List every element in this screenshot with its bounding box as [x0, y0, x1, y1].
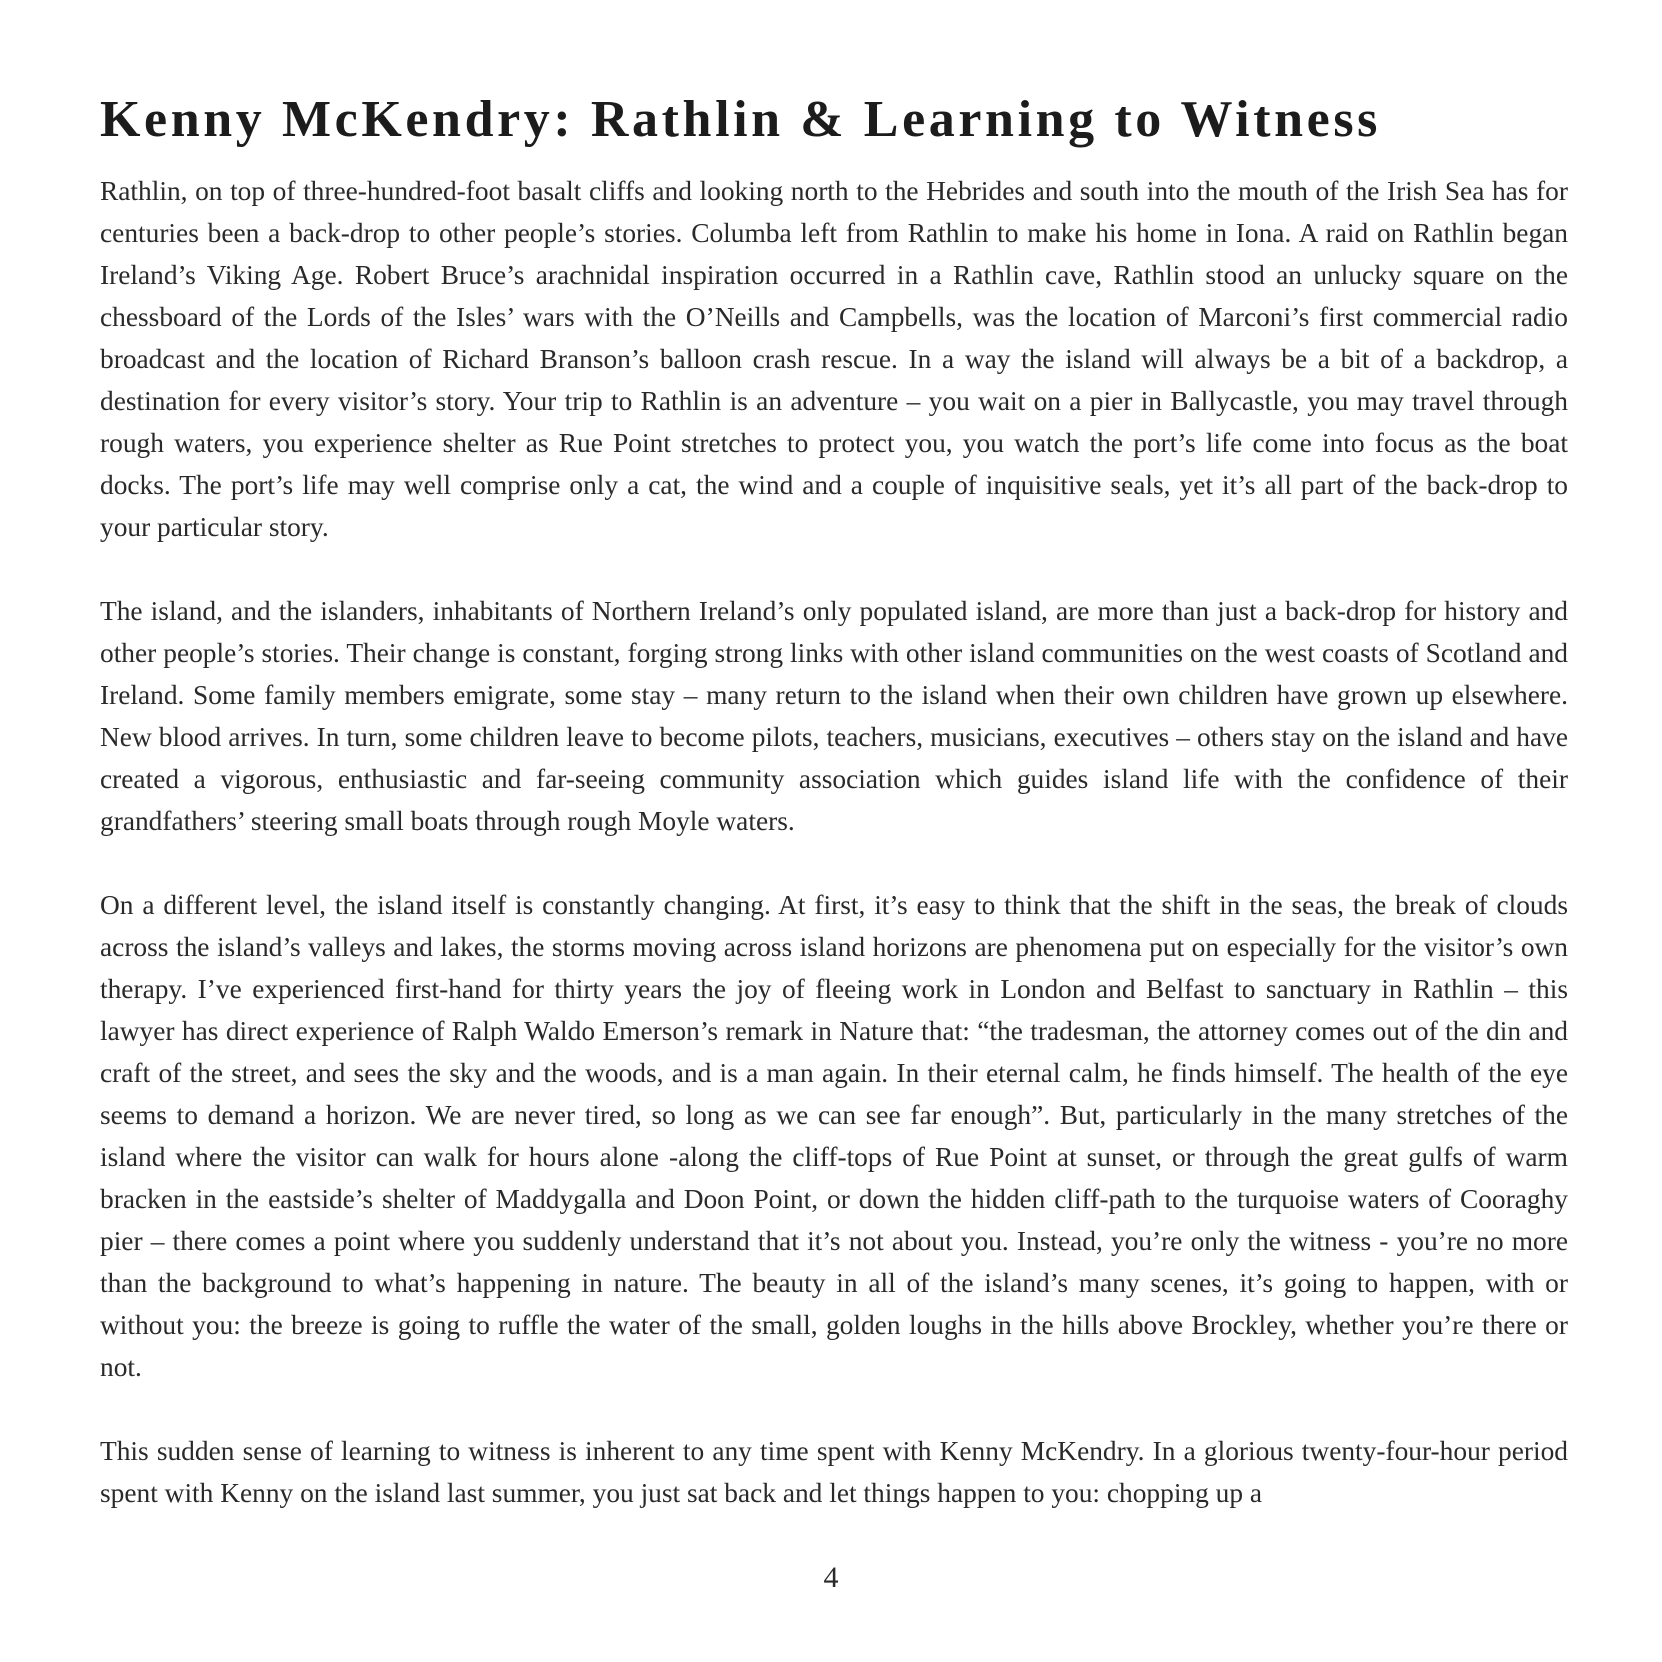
- paragraph-2: The island, and the islanders, inhabitants of Northern Ireland’s only populated island, are more than just a back-drop for history and other people’s stories. Their change is constant, forging strong links with other island communities on the west coasts of Scotland and Ireland. Some family members emigrate, some stay – many return to the island when their own children have grown up elsewhere. New blood arrives. In turn, some children leave to become pilots, teachers, musicians, executives – others stay on the island and have created a vigorous, enthusiastic and far-seeing community association which guides island life with the confidence of their grandfathers’ steering small boats through rough Moyle waters.: [100, 596, 1568, 836]
- paragraph-4: This sudden sense of learning to witness is inherent to any time spent with Kenny McKendry. In a glorious twenty-four-hour period spent with Kenny on the island last summer, you just sat back and let things happen to you: chopping up a: [100, 1436, 1568, 1508]
- page-number: 4: [823, 1561, 839, 1594]
- article-body: [100, 170, 1568, 1514]
- paragraph-3: On a different level, the island itself is constantly changing. At first, it’s easy to think that the shift in the seas, the break of clouds across the island’s valleys and lakes, the storms moving across island horizons are phenomena put on especially for the visitor’s own therapy. I’ve experienced first-hand for thirty years the joy of fleeing work in London and Belfast to sanctuary in Rathlin – this lawyer has direct experience of Ralph Waldo Emerson’s remark in Nature that: “the tradesman, the attorney comes out of the din and craft of the street, and sees the sky and the woods, and is a man again. In their eternal calm, he finds himself. The health of the eye seems to demand a horizon. We are never tired, so long as we can see far enough”. But, particularly in the many stretches of the island where the visitor can walk for hours alone -along the cliff-tops of Rue Point at sunset, or through the great gulfs of warm bracken in the eastside’s shelter of Maddygalla and Doon Point, or down the hidden cliff-path to the turquoise waters of Cooraghy pier – there comes a point where you suddenly understand that it’s not about you. Instead, you’re only the witness - you’re no more than the background to what’s happening in nature. The beauty in all of the island’s many scenes, it’s going to happen, with or without you: the breeze is going to ruffle the water of the small, golden loughs in the hills above Brockley, whether you’re there or not.: [100, 890, 1568, 1382]
- document-page: [100, 88, 1568, 1514]
- paragraph-1: Rathlin, on top of three-hundred-foot basalt cliffs and looking north to the Hebrides and south into the mouth of the Irish Sea has for centuries been a back-drop to other people’s stories. Columba left from Rathlin to make his home in Iona. A raid on Rathlin began Ireland’s Viking Age. Robert Bruce’s arachnidal inspiration occurred in a Rathlin cave, Rathlin stood an unlucky square on the chessboard of the Lords of the Isles’ wars with the O’Neills and Campbells, was the location of Marconi’s first commercial radio broadcast and the location of Richard Branson’s balloon crash rescue. In a way the island will always be a bit of a backdrop, a destination for every visitor’s story. Your trip to Rathlin is an adventure – you wait on a pier in Ballycastle, you may travel through rough waters, you experience shelter as Rue Point stretches to protect you, you watch the port’s life come into focus as the boat docks. The port’s life may well comprise only a cat, the wind and a couple of inquisitive seals, yet it’s all part of the back-drop to your particular story.: [100, 176, 1568, 542]
- page-title: Kenny McKendry: Rathlin & Learning to Witness: [100, 91, 1382, 148]
